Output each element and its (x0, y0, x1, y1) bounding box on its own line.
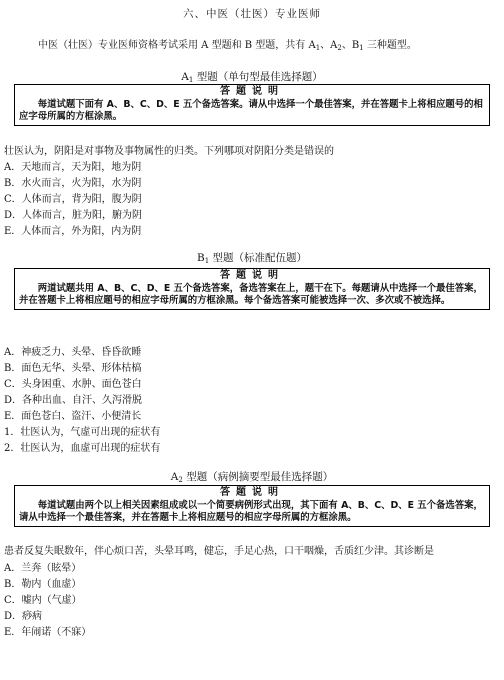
a2-option: C．嘘内（气虚） (4, 595, 82, 606)
a2-option: A．兰奔（眩晕） (4, 563, 82, 574)
a1-option: D．人体而言，脏为阳，腑为阴 (4, 210, 143, 221)
a1-option: A．天地而言，天为阳，地为阴 (4, 162, 142, 173)
b1-box-title: 答题说明 (220, 270, 284, 281)
b1-option: A．神疲乏力、头晕、昏昏欲睡 (4, 347, 142, 358)
b1-option: D．各种出血、自汗、久泻滑脱 (4, 395, 143, 406)
b1-option: E．面色苍白、盗汗、小便清长 (4, 411, 142, 422)
b1-section-title: $B_1$ 型题（标准配伍题） (196, 252, 308, 265)
a2-option: B．勒内（血虚） (4, 579, 82, 590)
a2-box-title: 答题说明 (220, 487, 284, 498)
a1-option: C．人体而言，背为阳，腹为阴 (4, 194, 142, 205)
a1-box-text: 每道试题下面有 A、B、C、D、E 五个备选答案。请从中选择一个最佳答案，并在答题卡上将相应题号的相应字母所属的方框涂黑。 (19, 98, 483, 122)
b1-box-text: 两道试题共用 A、B、C、D、E 五个备选答案，备选答案在上，题干在下。每题请从中选择一个最佳答案，并在答题卡上将相应题号的相应字母所属的方框涂黑。每个备选答案可能被选择一次、多次或不被选择。 (19, 282, 483, 306)
a1-question: 壮医认为，阴阳是对事物及事物属性的归类。下列哪项对阴阳分类是错误的 (4, 146, 334, 157)
a1-option: B．水火而言，火为阳，水为阴 (4, 178, 142, 189)
a1-section-title: $A_1$ 型题（单句型最佳选择题） (181, 71, 323, 84)
intro-paragraph: 中医（壮医）专业医师资格考试采用 A 型题和 B 型题，共有 $A_1$、$A_2$、$B_1$ 三种题型。 (38, 40, 417, 52)
b1-option: C．头身困重、水肿、面色苍白 (4, 379, 142, 390)
a2-section-title: $A_2$ 型题（病例摘要型最佳选择题） (170, 471, 334, 484)
b1-option: B．面色无华、头晕、形体枯槁 (4, 363, 142, 374)
a1-box-title: 答题说明 (220, 86, 284, 97)
b1-instruction-box (14, 268, 490, 310)
a1-instruction-box (14, 84, 490, 126)
a2-option: E．年闹诺（不寐） (4, 627, 92, 638)
b1-question: 1．壮医认为，气虚可出现的症状有 (4, 427, 161, 438)
a2-instruction-box (14, 485, 490, 527)
a1-option: E．人体而言，外为阳，内为阴 (4, 226, 142, 237)
page-title: 六、中医（壮医）专业医师 (183, 8, 321, 20)
a2-option: D．痧病 (4, 611, 43, 622)
a2-question: 患者反复失眠数年，伴心烦口苦，头晕耳鸣，健忘，手足心热，口干咽燥，舌质红少津。其诊断是 (4, 546, 434, 557)
a2-box-text: 每道试题由两个以上相关因素组成或以一个简要病例形式出现，其下面有 A、B、C、D、E 五个备选答案，请从中选择一个最佳答案，并在答题卡上将相应题号的相应字母所属的方框涂黑。 (19, 499, 483, 523)
b1-question: 2．壮医认为，血虚可出现的症状有 (4, 443, 161, 454)
